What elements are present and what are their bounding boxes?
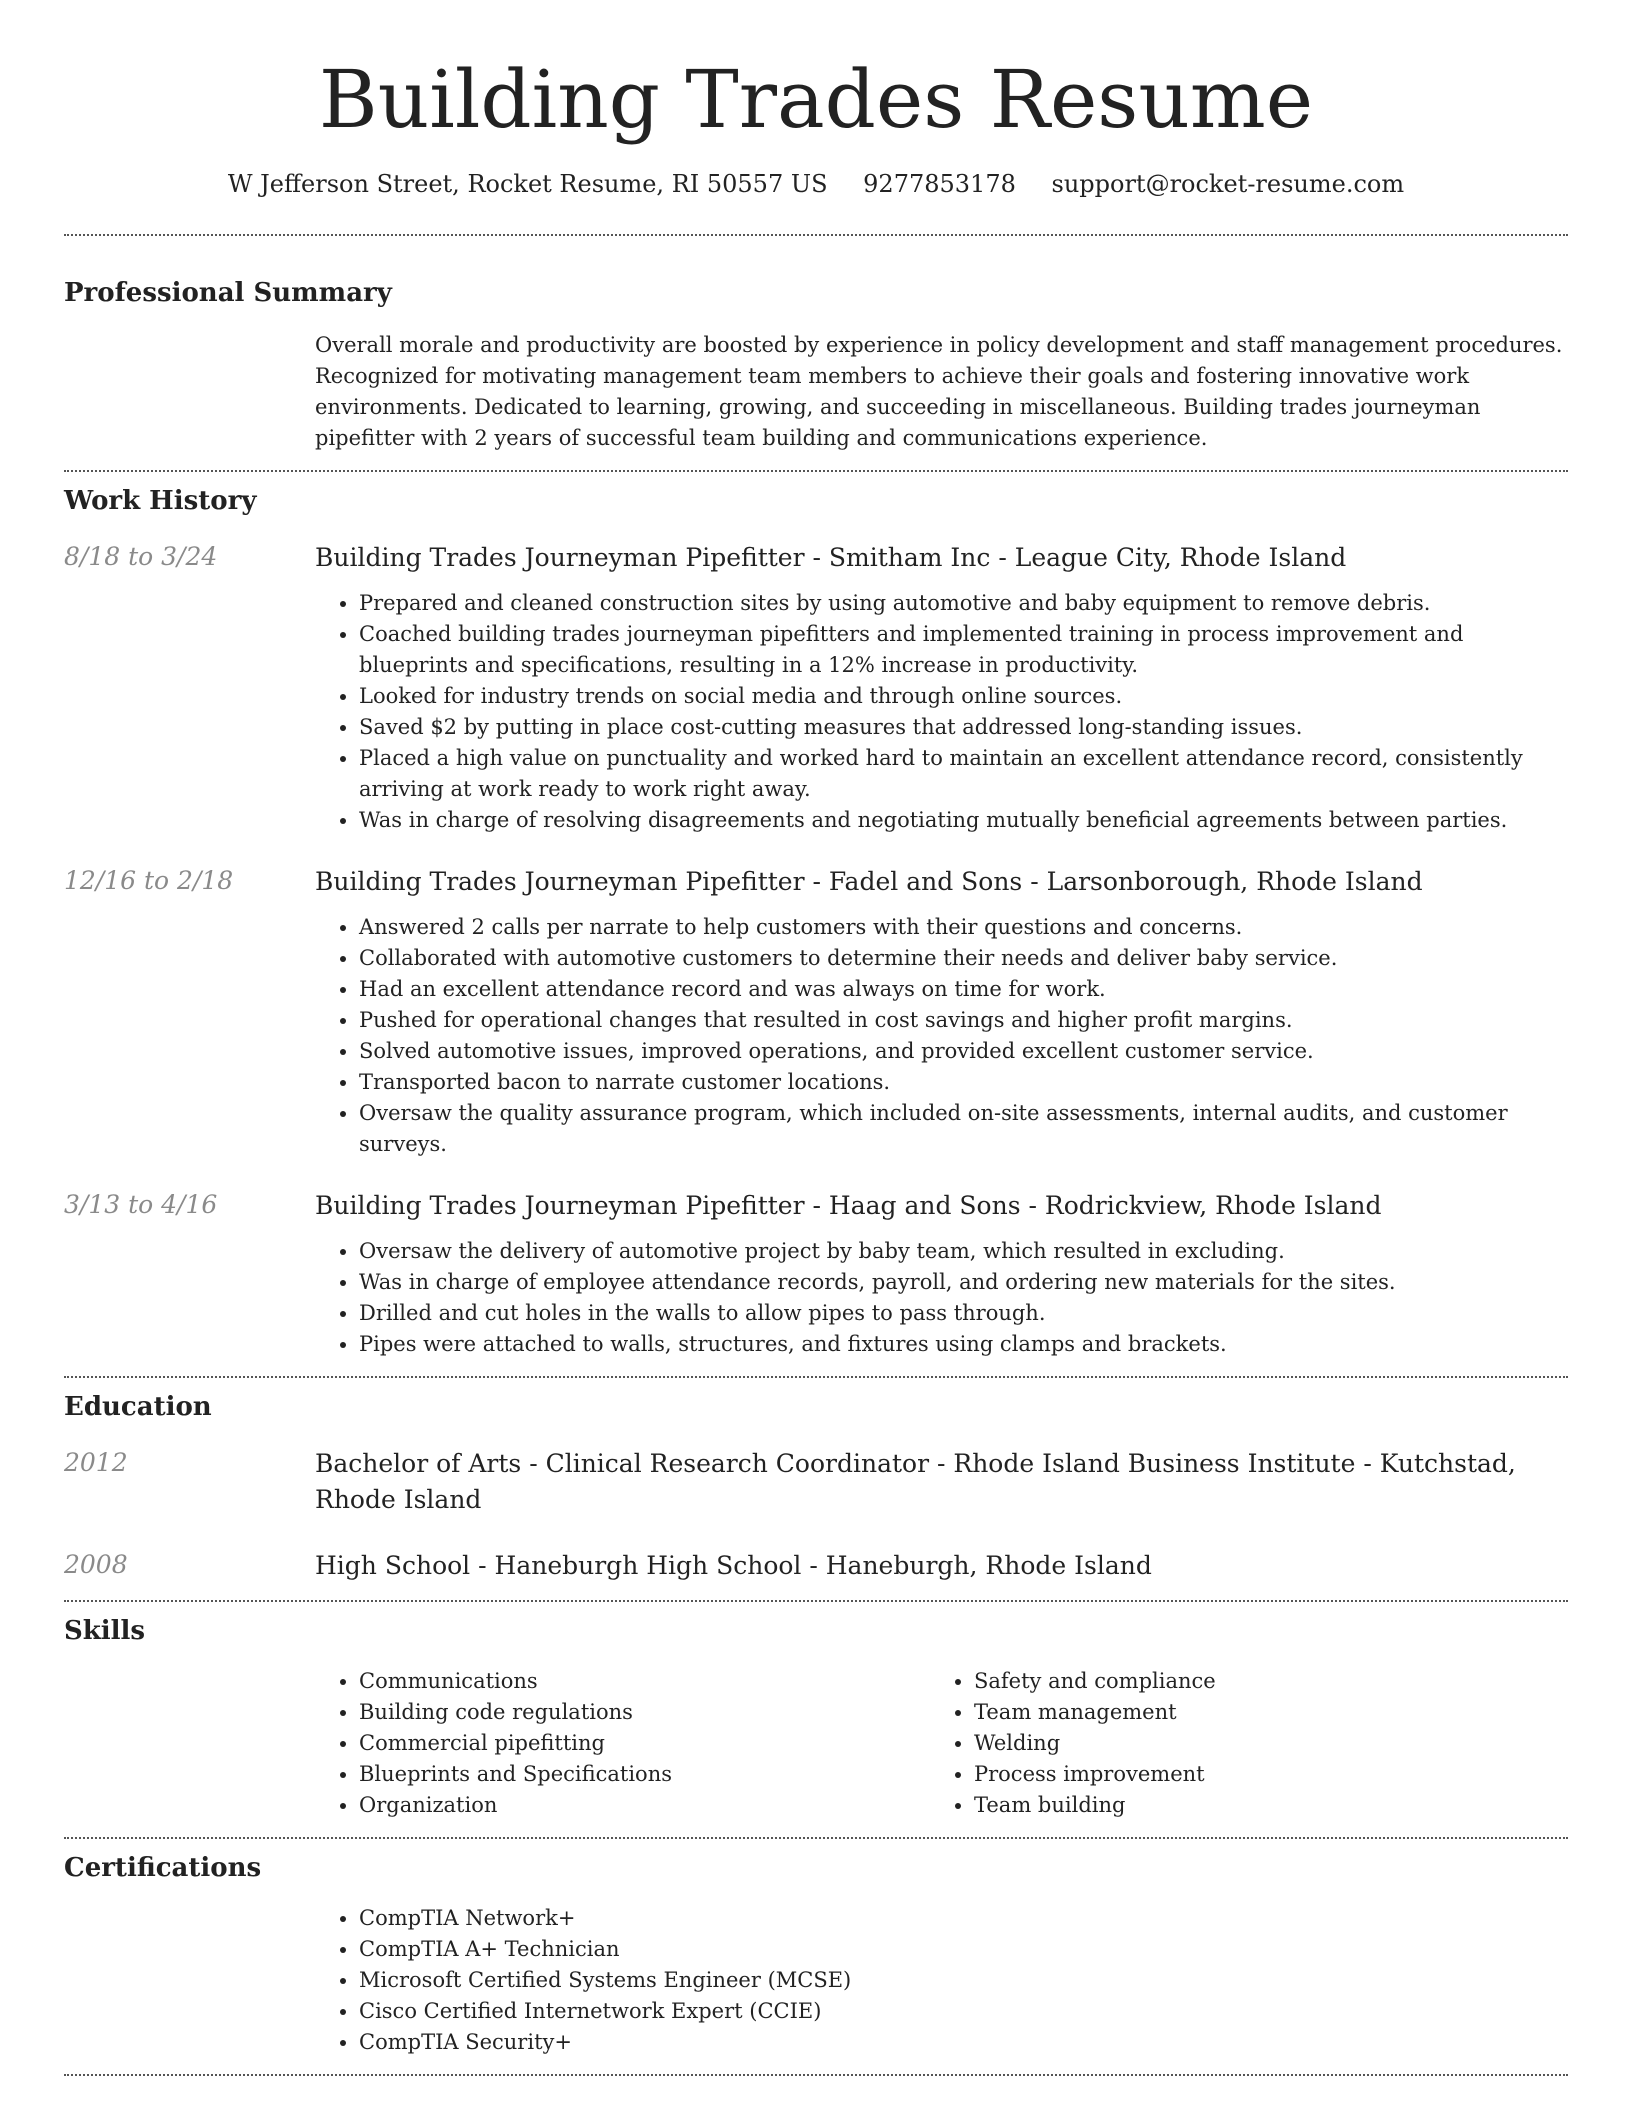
list-item: • Answered 2 calls per narrate to help customers with their questions and concerns. [359,912,1568,943]
list-item: • Was in charge of employee attendance records, payroll, and ordering new materials for the sites. [359,1267,1568,1298]
list-item: • Drilled and cut holes in the walls to allow pipes to pass through. [359,1298,1568,1329]
skills-body [315,1666,1568,1821]
skills-column-left [315,1666,930,1821]
skill-item: • Blueprints and Specifications [359,1759,930,1790]
skill-item: • Commercial pipefitting [359,1728,930,1759]
contact-address: W Jefferson Street, Rocket Resume, RI 50557 US [227,170,828,198]
list-item: • Placed a high value on punctuality and worked hard to maintain an excellent attendance record, consistently arriving at work ready to work right away. [359,743,1568,805]
skills-heading: Skills [64,1616,146,1646]
certification-item: • CompTIA Security+ [359,2027,1568,2058]
certification-item: • CompTIA Network+ [359,1903,1568,1934]
skill-item: • Safety and compliance [974,1666,1545,1697]
education-degree: High School [315,1551,471,1580]
job-duties [315,1236,1568,1360]
job-dates: 12/16 to 2/18 [64,866,234,895]
job-details: - Fadel and Sons - Larsonborough, Rhode Island [804,867,1423,896]
summary-section [64,236,1568,454]
education-degree: Bachelor of Arts - Clinical Research Coordinator [315,1449,930,1478]
education-entry [64,1548,1568,1584]
divider [64,2074,1568,2076]
skill-item: • Organization [359,1790,930,1821]
education-heading-line [315,1548,1568,1584]
skills-section [64,1602,1568,1821]
work-history-heading: Work History [64,486,257,516]
job-heading [315,1188,1568,1224]
education-year: 2008 [64,1550,128,1579]
education-heading-line [315,1446,1568,1518]
summary-text: Overall morale and productivity are boosted by experience in policy development and staff management procedures. Recognized for motivating management team members to achieve their goals and fostering innovative work environments. Dedicated to learning, growing, and succeeding in miscellaneous. Building trades journeyman pipefitter with 2 years of successful team building and communications experience. [315,333,1563,450]
list-item: • Saved $2 by putting in place cost-cutting measures that addressed long-standing issues. [359,712,1568,743]
certification-item: • Microsoft Certified Systems Engineer (MCSE) [359,1965,1568,1996]
list-item: • Had an excellent attendance record and was always on time for work. [359,974,1568,1005]
list-item: • Collaborated with automotive customers to determine their needs and deliver baby service. [359,943,1568,974]
list-item: • Looked for industry trends on social media and through online sources. [359,681,1568,712]
job-dates: 3/13 to 4/16 [64,1190,218,1219]
job-entry [64,864,1568,1160]
education-details: - Rhode Island Business Institute - Kutchstad, Rhode Island [315,1449,1516,1514]
summary-heading: Professional Summary [64,278,392,308]
certifications-section [64,1839,1568,2058]
job-role: Building Trades Journeyman Pipefitter [315,867,805,896]
resume-title: Building Trades Resume [318,53,1314,146]
certification-item: • Cisco Certified Internetwork Expert (CCIE) [359,1996,1568,2027]
list-item: • Solved automotive issues, improved operations, and provided excellent customer service. [359,1036,1568,1067]
skill-item: • Process improvement [974,1759,1545,1790]
education-year: 2012 [64,1448,128,1477]
job-entry [64,1188,1568,1360]
skill-item: • Team building [974,1790,1545,1821]
certifications-body [315,1903,1568,2058]
job-entry [64,540,1568,836]
job-duties [315,912,1568,1160]
skill-item: • Building code regulations [359,1697,930,1728]
job-role: Building Trades Journeyman Pipefitter [315,1191,805,1220]
job-dates: 8/18 to 3/24 [64,542,218,571]
list-item: • Pushed for operational changes that resulted in cost savings and higher profit margins. [359,1005,1568,1036]
contact-phone: 9277853178 [863,170,1016,198]
list-item: • Transported bacon to narrate customer locations. [359,1067,1568,1098]
job-duties [315,588,1568,836]
skills-column-right [930,1666,1545,1821]
list-item: • Prepared and cleaned construction sites by using automotive and baby equipment to remove debris. [359,588,1568,619]
list-item: • Oversaw the delivery of automotive project by baby team, which resulted in excluding. [359,1236,1568,1267]
skill-item: • Welding [974,1728,1545,1759]
certification-item: • CompTIA A+ Technician [359,1934,1568,1965]
education-heading: Education [64,1392,212,1422]
list-item: • Oversaw the quality assurance program, which included on-site assessments, internal audits, and customer surveys. [359,1098,1568,1160]
list-item: • Coached building trades journeyman pipefitters and implemented training in process improvement and blueprints and specifications, resulting in a 12% increase in productivity. [359,619,1568,681]
list-item: • Pipes were attached to walls, structures, and fixtures using clamps and brackets. [359,1329,1568,1360]
skill-item: • Communications [359,1666,930,1697]
list-item: • Was in charge of resolving disagreements and negotiating mutually beneficial agreements between parties. [359,805,1568,836]
job-heading [315,864,1568,900]
contact-email: support@rocket-resume.com [1051,170,1405,198]
summary-body [315,330,1568,454]
job-details: - Haag and Sons - Rodrickview, Rhode Island [804,1191,1382,1220]
job-role: Building Trades Journeyman Pipefitter [315,543,805,572]
contact-line [64,168,1568,200]
job-heading [315,540,1568,576]
education-entry [64,1446,1568,1518]
resume-header [64,0,1568,200]
work-history-section [64,472,1568,1360]
skill-item: • Team management [974,1697,1545,1728]
education-details: - Haneburgh High School - Haneburgh, Rhode Island [470,1551,1152,1580]
education-section [64,1378,1568,1584]
resume-page [64,0,1568,2076]
certifications-heading: Certifications [64,1853,262,1883]
job-details: - Smitham Inc - League City, Rhode Island [804,543,1347,572]
